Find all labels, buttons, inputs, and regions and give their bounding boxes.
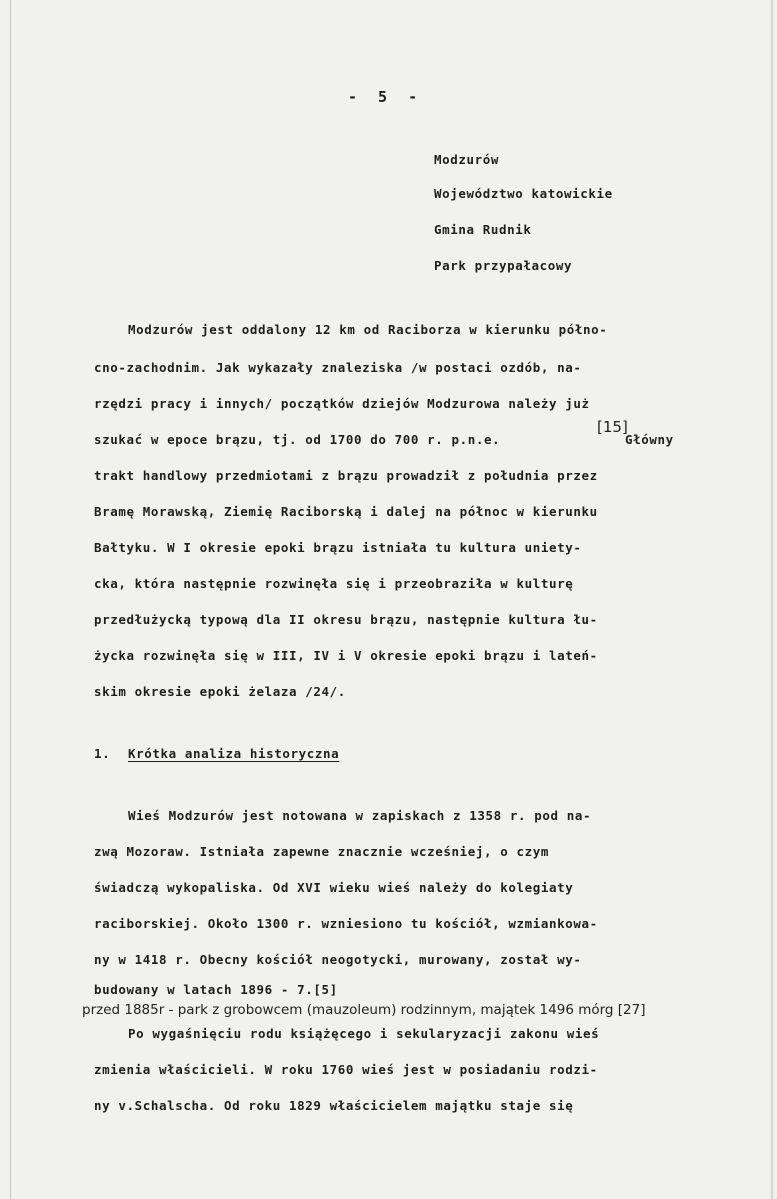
header-commune: Gmina Rudnik xyxy=(434,222,532,237)
paragraph2-line: ny w 1418 r. Obecny kościół neogotycki, murowany, został wy- xyxy=(94,952,582,967)
header-park-type: Park przypałacowy xyxy=(434,258,573,273)
paragraph2-line: zwą Mozoraw. Istniała zapewne znacznie wcześniej, o czym xyxy=(94,844,550,859)
paragraph1-line: cka, która następnie rozwinęła się i przeobraziła w kulturę xyxy=(94,576,574,591)
header-voivodeship: Województwo katowickie xyxy=(434,186,613,201)
paragraph1-line: skim okresie epoki żelaza /24/. xyxy=(94,684,346,699)
section-title: Krótka analiza historyczna xyxy=(128,746,340,761)
paragraph1-line: rzędzi pracy i innych/ początków dziejów Modzurowa należy już xyxy=(94,396,590,411)
page-number: - 5 - xyxy=(348,88,424,106)
paragraph2-line: budowany w latach 1896 - 7.[5] xyxy=(94,982,338,997)
paragraph1-line: trakt handlowy przedmiotami z brązu prowadził z południa przez xyxy=(94,468,598,483)
paragraph1-line: Bałtyku. W I okresie epoki brązu istniała tu kultura uniety- xyxy=(94,540,582,555)
reference-15: [15] xyxy=(597,418,628,436)
paragraph1-line: Modzurów jest oddalony 12 km od Raciborza w kierunku półno- xyxy=(128,322,608,337)
paragraph1-line: Bramę Morawską, Ziemię Raciborską i dalej na północ w kierunku xyxy=(94,504,598,519)
paragraph1-line: cno-zachodnim. Jak wykazały znaleziska /w postaci ozdób, na- xyxy=(94,360,582,375)
paragraph1-line: życka rozwinęła się w III, IV i V okresie epoki brązu i lateń- xyxy=(94,648,598,663)
paragraph2-line: Wieś Modzurów jest notowana w zapiskach z 1358 r. pod na- xyxy=(128,808,592,823)
paragraph1-line-tail: Główny xyxy=(625,432,674,447)
paragraph2-line: świadczą wykopaliska. Od XVI wieku wieś należy do kolegiaty xyxy=(94,880,574,895)
page-edge-right xyxy=(771,0,773,1199)
paragraph1-line: przedłużycką typową dla II okresu brązu, następnie kultura łu- xyxy=(94,612,598,627)
paragraph2-line: raciborskiej. Około 1300 r. wzniesiono tu kościół, wzmiankowa- xyxy=(94,916,598,931)
header-place: Modzurów xyxy=(434,152,500,167)
paragraph3-line: ny v.Schalscha. Od roku 1829 właścicielem majątku staje się xyxy=(94,1098,574,1113)
paragraph3-line: zmienia właścicieli. W roku 1760 wieś jest w posiadaniu rodzi- xyxy=(94,1062,598,1077)
handwritten-note: przed 1885r - park z grobowcem (mauzoleum) rodzinnym, majątek 1496 mórg [27] xyxy=(82,1002,646,1018)
page-edge-left xyxy=(10,0,11,1199)
section-number: 1. xyxy=(94,746,111,761)
paragraph3-line: Po wygaśnięciu rodu książęcego i sekularyzacji zakonu wieś xyxy=(128,1026,600,1041)
paragraph1-line: szukać w epoce brązu, tj. od 1700 do 700 r. p.n.e. xyxy=(94,432,501,447)
